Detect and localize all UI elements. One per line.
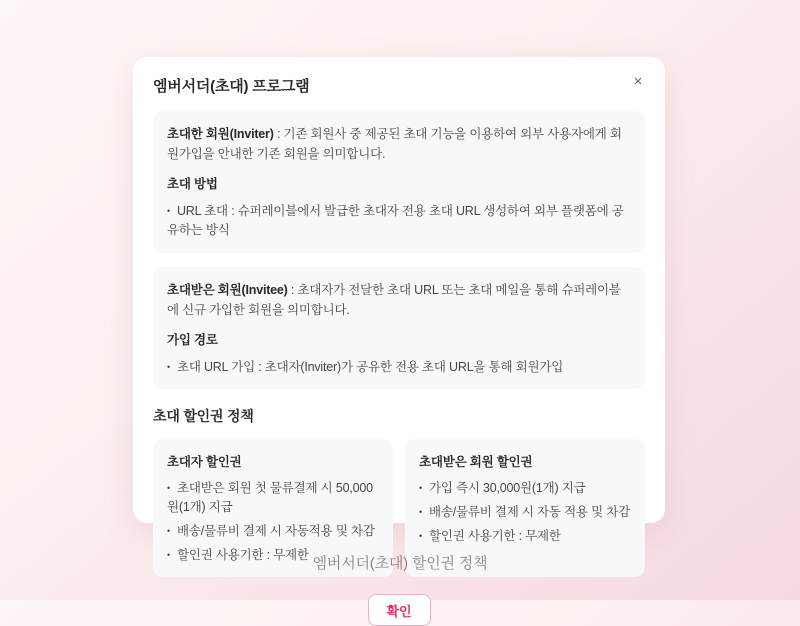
list-item: • 배송/물류비 결제 시 자동적용 및 차감	[167, 522, 379, 541]
list-item: • URL 초대 : 슈퍼레이블에서 발급한 초대자 전용 초대 URL 생성하여 외부 플랫폼에 공유하는 방식	[167, 202, 631, 240]
inviter-definition: 초대한 회원(Inviter) : 기존 회원사 중 제공된 초대 기능을 이용하여 외부 사용자에게 회원가입을 안내한 기존 회원을 의미합니다.	[167, 127, 622, 161]
join-path-subheading: 가입 경로	[167, 332, 218, 347]
list-item: • 가입 즉시 30,000원(1개) 지급	[419, 479, 631, 498]
list-item: • 초대 URL 가입 : 초대자(Inviter)가 공유한 전용 초대 URL을 통해 회원가입	[167, 358, 631, 377]
invitee-coupon-title: 초대받은 회원 할인권	[419, 455, 533, 470]
inviter-coupon-title: 초대자 할인권	[167, 455, 242, 470]
close-icon[interactable]: ×	[627, 71, 649, 93]
invite-method-subheading: 초대 방법	[167, 177, 218, 191]
invitee-coupon-list	[419, 479, 631, 545]
invitee-info-box	[153, 267, 645, 390]
inviter-term: 초대한 회원(Inviter)	[167, 127, 274, 141]
invite-method-list	[167, 202, 631, 240]
page-caption: 엠버서더(초대) 할인권 정책	[312, 555, 488, 572]
list-item: • 배송/물류비 결제 시 자동 적용 및 차감	[419, 503, 631, 522]
inviter-info-box	[153, 111, 645, 253]
list-item: • 할인권 사용기한 : 무제한	[419, 527, 631, 546]
list-item: • 할인권 사용기한 : 무제한	[167, 546, 379, 565]
list-item: • 초대받은 회원 첫 물류결제 시 50,000원(1개) 지급	[167, 479, 379, 517]
invitee-term: 초대받은 회원(Invitee)	[167, 282, 288, 297]
confirm-button[interactable]: 확인	[368, 594, 431, 626]
modal-header	[153, 75, 645, 96]
invitee-definition: 초대받은 회원(Invitee) : 초대자가 전달한 초대 URL 또는 초대 메일을 통해 슈퍼레이블에 신규 가입한 회원을 의미합니다.	[167, 282, 621, 317]
modal-title: 엠버서더(초대) 프로그램	[153, 78, 310, 95]
join-path-list	[167, 358, 631, 377]
coupon-policy-heading: 초대 할인권 정책	[153, 408, 254, 425]
